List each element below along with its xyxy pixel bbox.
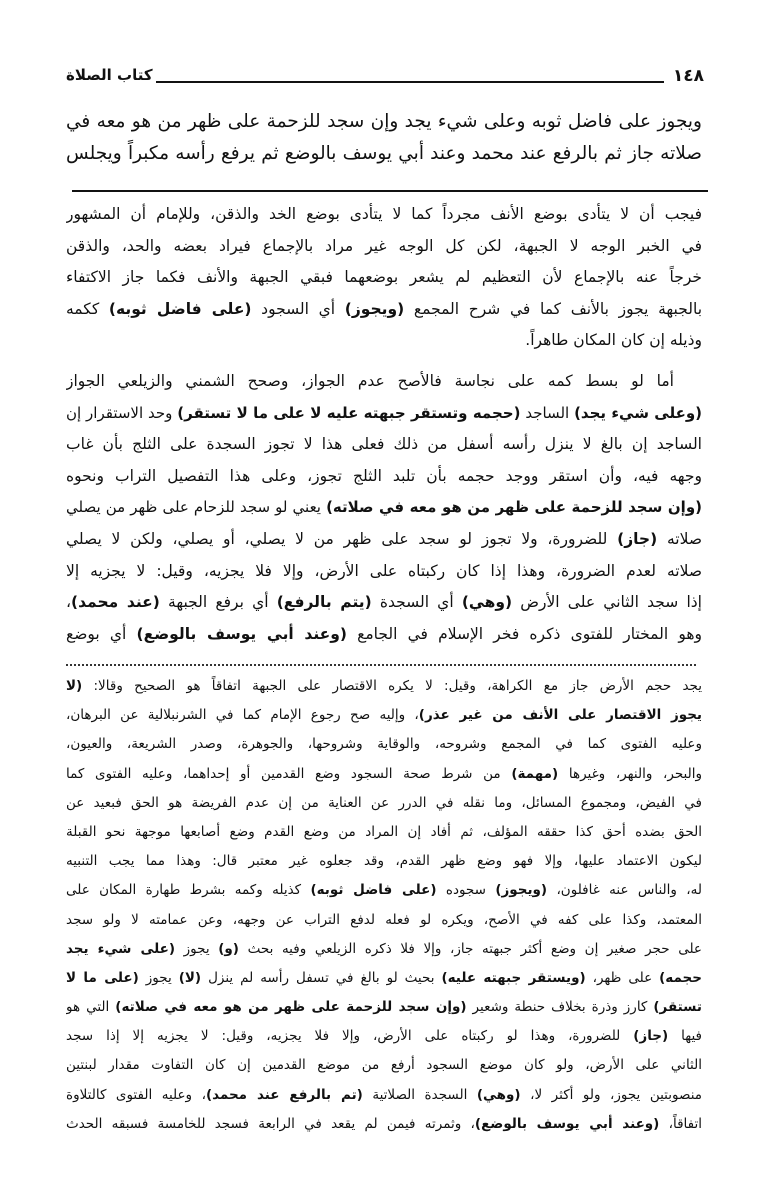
text-segment: له، والناس عنه غافلون، [547, 882, 702, 899]
bold-quoted-text: (تم بالرفع عند محمد) [205, 1086, 363, 1103]
text-segment: وعليه الفتوى كما في المجمع وشروحه، والوقاية وشروحها، والجوهرة، وصدر الشريعة، والعيون، [66, 736, 702, 753]
text-segment: ، وعليه الفتوى كالتلاوة [66, 1086, 206, 1103]
text-segment: كذيله وكمه بشرط طهارة المكان على [66, 882, 311, 899]
text-line [66, 556, 702, 588]
text-segment: أي بوضع [66, 624, 137, 643]
text-segment: ويجوز على فاضل ثوبه وعلى شيء يجد وإن سجد للزحمة على ظهر من هو معه في [66, 111, 702, 132]
bold-quoted-text: (لا [66, 678, 83, 694]
header-rule [156, 81, 664, 83]
bold-quoted-text: تستقر) [653, 999, 702, 1016]
text-line [66, 906, 702, 935]
text-segment: والبحر، والنهر، وغيرها [558, 765, 702, 782]
text-segment: الساجد [520, 403, 575, 422]
text-line [66, 461, 702, 493]
text-segment: كارز وذرة بخلاف حنطة وشعير [466, 999, 654, 1016]
bold-quoted-text: (وهي) [461, 593, 513, 612]
text-line [66, 730, 702, 759]
text-segment: للضرورة، وهذا لو ركبتاه على الأرض، وإلا فلا يجزيه، وقيل: لا يجزيه إلا إذا سجد [66, 1028, 634, 1045]
text-segment: المعتمد، وكذا على كفه في الأصح، ويكره لو فعله لدفع التراب عن وجهه، وعن عمامته لا ولو سجد [66, 911, 702, 928]
text-segment: ككمه [66, 299, 109, 318]
bold-quoted-text: (حجمه وتستقر جبهته عليه لا على ما لا تستقر) [177, 403, 521, 422]
text-line [66, 993, 702, 1022]
bold-quoted-text: (على فاضل ثوبه) [108, 299, 252, 318]
text-line [66, 1110, 702, 1139]
text-segment: إذا سجد الثاني على الأرض [512, 593, 702, 612]
text-segment: صلاته لعدم الضرورة، وهذا إذا كان ركبتاه على الأرض، وإلا فلا يجزيه، وقيل: لا يجزيه إلا [66, 561, 702, 580]
bold-quoted-text: (وعند أبي يوسف بالوضع) [136, 624, 347, 643]
text-line [66, 847, 702, 876]
text-line [66, 524, 702, 556]
text-segment: فيجب أن لا يتأدى بوضع الأنف مجرداً كما لا يتأدى بوضع الخد والذقن، وللإمام أن المشهور [66, 205, 702, 223]
bold-quoted-text: (وإن سجد للزحمة على ظهر من هو معه في صلاته) [326, 498, 702, 517]
text-line [66, 398, 702, 430]
bold-quoted-text: (و) [218, 940, 239, 957]
text-line [66, 199, 702, 231]
chapter-title: كتاب الصلاة [66, 66, 153, 84]
footnotes-hashiya [66, 672, 702, 1139]
text-segment: السجدة الصلاتية [362, 1086, 477, 1103]
text-segment: خرجاً عنه بالإجماع لأن التعظيم لم يشعر بوضعهما فبقي الجبهة والأنف فكما جاز الاكتفاء [66, 268, 702, 287]
bold-quoted-text: يجوز الاقتصار على الأنف من غير عذر) [418, 707, 702, 724]
text-line [66, 325, 702, 357]
text-segment: ، وثمرته فيمن لم يقعد في الرابعة فسجد للخامسة فسبقه الحدث [66, 1115, 475, 1132]
bold-quoted-text: (وعلى شيء يجد) [574, 403, 702, 422]
bold-quoted-text: (ويستقر جبهته عليه) [441, 969, 586, 986]
text-line [66, 619, 702, 651]
text-segment: في الفيض، ومجموع المسائل، وما نقله في الدرر عن العناية من إن عدم الفريضة هو الحق فبعيد عن [66, 794, 702, 811]
text-segment: اتفاقاً، [659, 1115, 702, 1132]
running-header [66, 66, 704, 90]
footnote-dotted-separator [66, 664, 696, 666]
text-segment: الثاني على الأرض، ولو كان موضع السجود أرفع من موضع القدمين إن كان التفاوت مقدار لبنتين [66, 1057, 702, 1074]
text-line [66, 231, 702, 263]
text-segment: يعني لو سجد للزحام على ظهر من يصلي [66, 498, 327, 517]
text-segment: للضرورة، ولا تجوز لو سجد على ظهر من لا يصلي، أو يصلي، ولكن لا يصلي [66, 529, 618, 548]
paragraph-gap [66, 357, 702, 366]
text-segment: أما لو بسط كمه على نجاسة فالأصح عدم الجواز، وصحح الشمني والزيلعي الجواز [66, 371, 674, 390]
matn-separator-rule [72, 190, 708, 192]
text-segment: التي هو [66, 999, 116, 1016]
main-text-matn [66, 106, 702, 170]
text-segment: من شرط صحة السجود وضع القدمين أو إحداهما، وعليه الفتوى كما [66, 765, 512, 782]
bold-quoted-text: (جاز) [633, 1028, 669, 1045]
text-segment: على ظهر، [585, 969, 660, 986]
text-segment: بالجبهة يجوز بالأنف كما في شرح المجمع [404, 299, 702, 318]
bold-quoted-text: (على شيء يجد [66, 940, 176, 957]
text-line [66, 1051, 702, 1080]
text-segment: فيها [668, 1028, 702, 1045]
bold-quoted-text: (عند محمد) [71, 593, 160, 612]
text-line [66, 587, 702, 619]
text-segment: يجوز [138, 969, 179, 986]
text-segment: ، وإليه صح رجوع الإمام كما في الشرنبلالية عن البرهان، [66, 707, 419, 724]
text-segment: ليكون الاعتماد عليها، وإلا فهو وضع ظهر القدم، وقد جعلوه غير معتبر قال: وهذا مما يجب التنبيه [66, 853, 702, 870]
text-segment: سجوده [436, 882, 496, 899]
text-line [66, 262, 702, 294]
bold-quoted-text: (على فاضل ثوبه) [310, 882, 437, 899]
text-segment: يجد حجم الأرض جاز مع الكراهة، وقيل: لا يكره الاقتصار على الجبهة اتفاقاً هو الصحيح وقالا: [82, 678, 702, 694]
text-segment: أي برفع الجبهة [159, 593, 277, 612]
text-line [66, 294, 702, 326]
text-segment: أي السجود [251, 299, 345, 318]
bold-quoted-text: (لا) [178, 969, 202, 986]
text-segment: وهو المختار للفتوى ذكره فخر الإسلام في الجامع [346, 624, 702, 643]
text-line [66, 492, 702, 524]
text-line [66, 760, 702, 789]
bold-quoted-text: حجمه) [659, 969, 702, 986]
text-line [66, 935, 702, 964]
bold-quoted-text: (على ما لا [66, 969, 139, 986]
bold-quoted-text: (وإن سجد للزحمة على ظهر من هو معه في صلاته) [115, 999, 467, 1016]
text-line [66, 672, 702, 701]
text-segment: منصوبتين يجوز، ولو أكثر لا، [520, 1086, 702, 1103]
text-line [66, 106, 702, 138]
bold-quoted-text: (يتم بالرفع) [276, 593, 372, 612]
bold-quoted-text: (ويجوز) [344, 299, 405, 318]
text-segment: وذيله إن كان المكان طاهراً. [525, 331, 702, 350]
text-segment: يجوز [175, 940, 219, 957]
bold-quoted-text: (وهي) [476, 1086, 521, 1103]
bold-quoted-text: (وعند أبي يوسف بالوضع) [474, 1115, 660, 1132]
page-number: ١٤٨ [672, 66, 704, 86]
text-line [66, 1081, 702, 1110]
text-segment: الساجد إن بالغ لا ينزل رأسه أسفل من ذلك فعلى هذا لا تجوز السجدة على الثلج بأن غاب [66, 435, 702, 454]
text-segment: وجهه فيه، وأن استقر ووجد حجمه بأن تلبد الثلج تجوز، وعلى هذا التفصيل التراب ونحوه [66, 466, 702, 485]
text-segment: بحيث لو بالغ في تسفل رأسه لم ينزل [201, 969, 442, 986]
text-line [66, 429, 702, 461]
text-segment: صلاته جاز ثم بالرفع عند محمد وعند أبي يوسف بالوضع ثم يرفع رأسه مكبراً ويجلس [66, 143, 702, 164]
text-segment: الحق بضده أحق كذا حققه المؤلف، ثم أفاد إن المراد من وضع القدم وضع أصابعها موجهة نحو القبلة [66, 823, 702, 840]
text-line [66, 1022, 702, 1051]
bold-quoted-text: (مهمة) [511, 765, 559, 782]
text-line [66, 818, 702, 847]
text-line [66, 701, 702, 730]
text-line [66, 964, 702, 993]
bold-quoted-text: (جاز) [617, 529, 658, 548]
text-line [66, 789, 702, 818]
text-segment: في الخبر الوجه لا الجبهة، لكن كل الوجه غير مراد بالإجماع فيراد بعضه والحد، والذقن [66, 236, 702, 255]
text-line [66, 138, 702, 170]
text-line [66, 366, 702, 398]
text-segment: وحد الاستقرار إن [66, 403, 178, 422]
commentary-sharh [66, 199, 702, 650]
text-segment: أي السجدة [371, 593, 462, 612]
text-line [66, 876, 702, 905]
text-segment: ، [66, 593, 72, 612]
text-segment: صلاته [657, 529, 702, 548]
bold-quoted-text: (ويجوز) [495, 882, 548, 899]
text-segment: على حجر صغير إن وضع أكثر جبهته جاز، وإلا فلا ذكره الزيلعي وفيه بحث [238, 940, 702, 957]
